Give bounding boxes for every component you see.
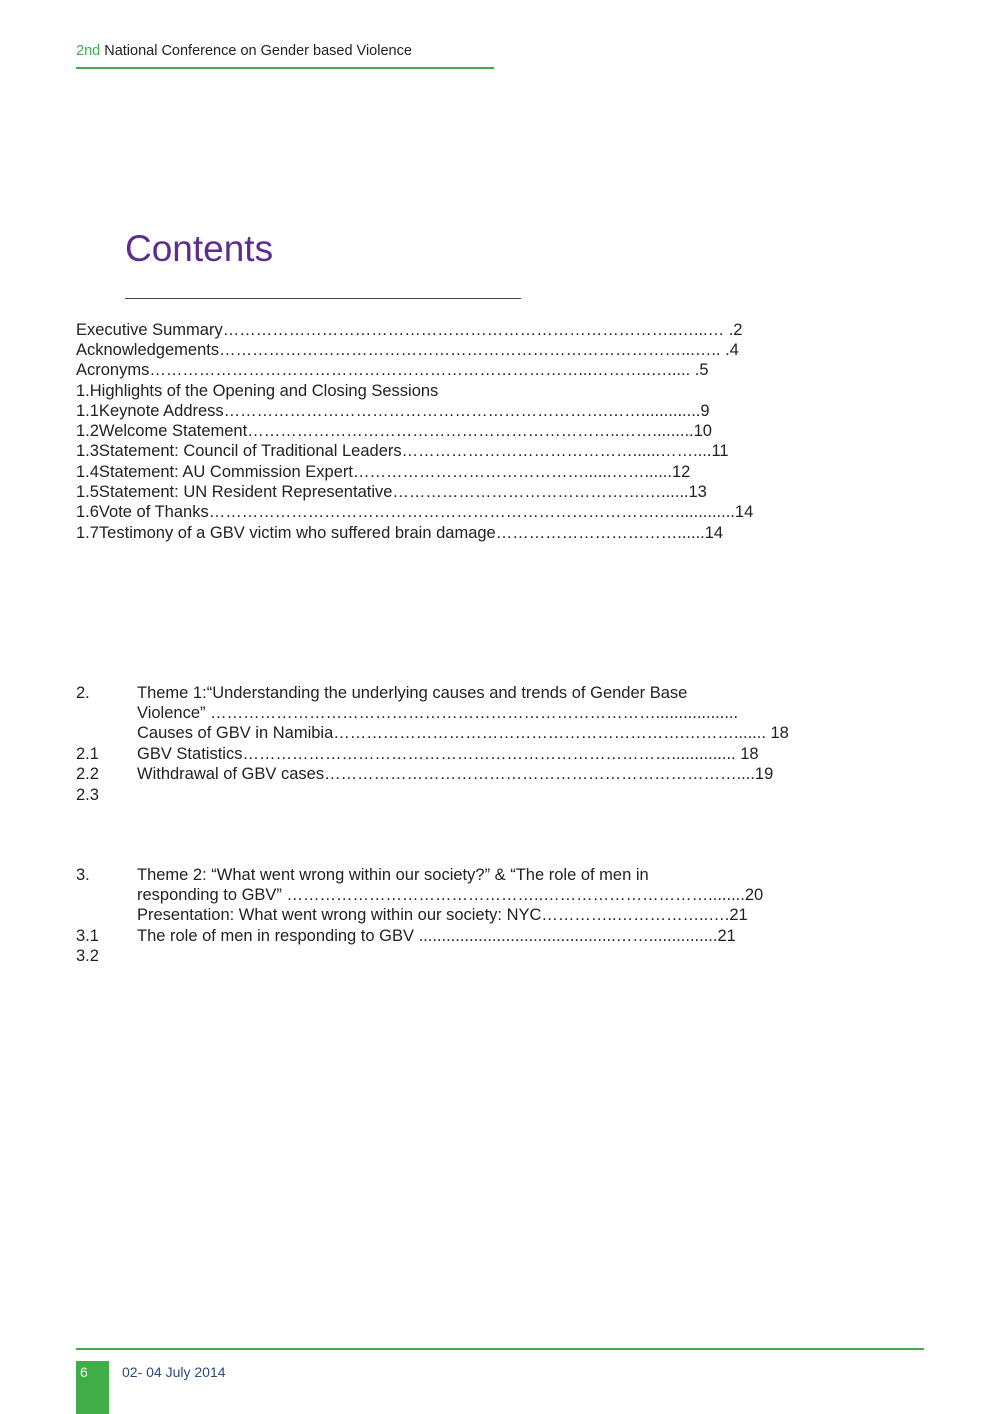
toc-entry[interactable]: The role of men in responding to GBV ...........................................……...............21 <box>137 927 736 945</box>
toc-entry[interactable]: Theme 1:“Understanding the underlying causes and trends of Gender Base <box>137 684 688 702</box>
header-text: National Conference on Gender based Violence <box>100 43 412 59</box>
toc-entry[interactable]: GBV Statistics…………………………………………………………………….............. 18 <box>137 745 759 763</box>
section-number: 3. <box>76 866 90 884</box>
toc-entry[interactable]: 1.3Statement: Council of Traditional Leaders……………………………………......……....11 <box>76 442 729 460</box>
toc-entry[interactable]: 1.5Statement: UN Resident Representative……………………………………….…......13 <box>76 483 707 501</box>
toc-entry[interactable]: Presentation: What went wrong within our society: NYC…………..……………..….21 <box>137 906 748 924</box>
toc-entry[interactable]: 1.6Vote of Thanks……………………………………………………………………….….............14 <box>76 503 754 521</box>
toc-entry[interactable]: 1.2Welcome Statement…………………………………………………………..…….........10 <box>76 422 712 440</box>
running-header <box>76 43 412 59</box>
section-number: 2.1 <box>76 745 99 763</box>
toc-entry[interactable]: Acronyms……………………………………………………………………...………..…..... .5 <box>76 361 709 379</box>
section-number: 2.3 <box>76 786 99 804</box>
title-rule <box>125 298 521 299</box>
header-accent: 2nd <box>76 43 101 59</box>
header-rule <box>76 67 494 69</box>
toc-entry[interactable]: 1.1Keynote Address…………………………………………………………….…….............9 <box>76 402 710 420</box>
toc-entry[interactable]: Violence” ……………………………………………………………………….................. <box>137 704 739 722</box>
footer-date: 02- 04 July 2014 <box>122 1364 226 1380</box>
toc-entry[interactable]: Theme 2: “What went wrong within our society?” & “The role of men in <box>137 866 649 884</box>
section-number: 2. <box>76 684 90 702</box>
page-title: Contents <box>125 228 274 269</box>
toc-entry[interactable]: 1.7Testimony of a GBV victim who suffered brain damage……………………………......14 <box>76 524 724 542</box>
toc-entry[interactable]: Causes of GBV in Namibia……………………………………………………….………....... 18 <box>137 724 789 742</box>
section-number: 2.2 <box>76 765 99 783</box>
toc-entry[interactable]: Withdrawal of GBV cases…………………………………………………………………....19 <box>137 765 774 783</box>
toc-entry[interactable]: 1.Highlights of the Opening and Closing Sessions <box>76 382 439 400</box>
footer-rule <box>76 1348 924 1350</box>
section-number: 3.2 <box>76 947 99 965</box>
toc-entry[interactable]: 1.4Statement: AU Commission Expert……………………………………......……......12 <box>76 463 691 481</box>
toc-entry[interactable]: Executive Summary………………………………………………………………………..…...… .2 <box>76 321 743 339</box>
section-number: 3.1 <box>76 927 99 945</box>
toc-entry[interactable]: responding to GBV” ………………………………………..…………………………........20 <box>137 886 764 904</box>
toc-entry[interactable]: Acknowledgements…………………………………………………………………………...….. .4 <box>76 341 739 359</box>
page-number: 6 <box>80 1364 88 1380</box>
